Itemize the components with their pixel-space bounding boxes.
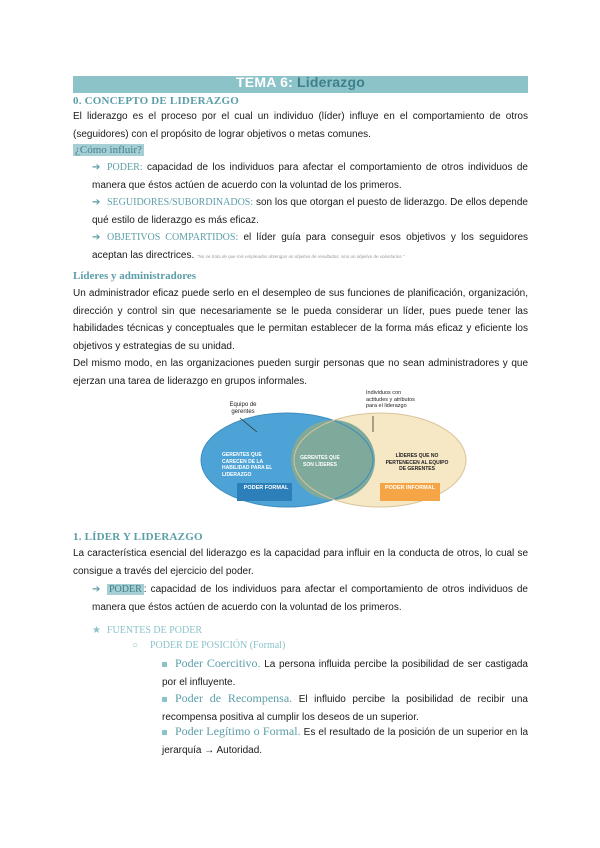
square-bullet-icon [162,697,167,702]
sub-recompensa: Poder de Recompensa. El influido percibe la posibilidad de recibir una recompensa positiva al cumplir los deseos de un superior. [162,691,528,723]
arrow-icon: ➔ [92,232,101,243]
text-gerentes-carecen: GERENTES QUE CARECEN DE LA HABILIDAD PARA EL LIDERAZGO [222,452,273,478]
item-poder: ➔ PODER: capacidad de los individuos para afectar el comportamiento de otros individuos de manera que éstos actúen de acuerdo con la voluntad de los primeros. [92,159,528,194]
circle-bullet-icon: ○ [132,640,139,651]
item-objetivos: ➔ OBJETIVOS COMPARTIDOS: el líder guía para conseguir esos objetivos y los seguidores aceptan las directrices. "No se trata de que mis empleados obtengan un objetivo de resultados, sino un objetivo de voluntarios." [92,229,528,265]
item-seguidores: ➔ SEGUIDORES/SUBORDINADOS: son los que otorgan el puesto de liderazgo. De ellos depende qué estilo de liderazgo es más eficaz. [92,194,528,229]
item-poder-2: ➔ PODER : capacidad de los individuos para afectar el comportamiento de otros individuos de manera que éstos actúen de acuerdo con la voluntad de los primeros. [92,581,528,616]
star-icon: ★ [92,625,101,636]
lideres-heading: Líderes y administradores [73,270,197,282]
lideres-paragraph-2: Del mismo modo, en las organizaciones pueden surgir personas que no sean administradores y que ejerzan una tarea de liderazgo en grupos informales. [73,358,528,387]
label-equipo-gerentes: Equipo de gerentes [229,402,257,415]
sub-legitimo: Poder Legítimo o Formal. Es el resultado de la posición de un superior en la jerarquía → Autoridad. [162,724,529,756]
arrow-icon: ➔ [92,162,101,173]
section-1-intro: La característica esencial del liderazgo es la capacidad para influir en la conducta de otros, lo cual se consigue a través del ejercicio del poder. [73,548,528,577]
section-0-heading: 0. CONCEPTO DE LIDERAZGO [73,95,239,107]
text-gerentes-lideres: GERENTES QUE SON LÍDERES [300,455,340,468]
square-bullet-icon [162,730,167,735]
section-0-intro: El liderazgo es el proceso por el cual un individuo (líder) influye en el comportamiento de otros (seguidores) con el propósito de lograr objetivos o metas comunes. [73,111,528,140]
label-individuos: Individuos con actitudes y atributos para el liderazgo [366,390,415,409]
section-1-heading: 1. LÍDER Y LIDERAZGO [73,531,203,543]
page-title: TEMA 6: Liderazgo [236,74,365,90]
lideres-paragraph-1: Un administrador eficaz puede serlo en el desempleo de sus funciones de planificación, organización, dirección y control sin que necesariamente se le pueda considerar un líder, pues puede tener las habilidades técnicas y conceptuales que le permitan establecer de la forma más eficaz y eficiente los objetivos y estrategias de su unidad. [73,288,528,352]
square-bullet-icon [162,662,167,667]
fuentes-de-poder: ★ FUENTES DE PODER [92,625,203,636]
arrow-icon: ➔ [92,584,101,595]
text-lideres-no-pertenecen: LÍDERES QUE NO PERTENECEN AL EQUIPO DE GERENTES [385,453,449,472]
sub-coercitivo: Poder Coercitivo. La persona influida percibe la posibilidad de ser castigada por el influyente. [162,656,528,688]
arrow-icon: ➔ [92,197,101,208]
label-poder-informal: PODER INFORMAL [384,485,436,491]
como-influir-label: ¿Cómo influir? [75,144,142,156]
label-poder-formal: PODER FORMAL [243,485,289,491]
poder-posicion: ○ PODER DE POSICIÓN (Formal) [132,640,286,651]
